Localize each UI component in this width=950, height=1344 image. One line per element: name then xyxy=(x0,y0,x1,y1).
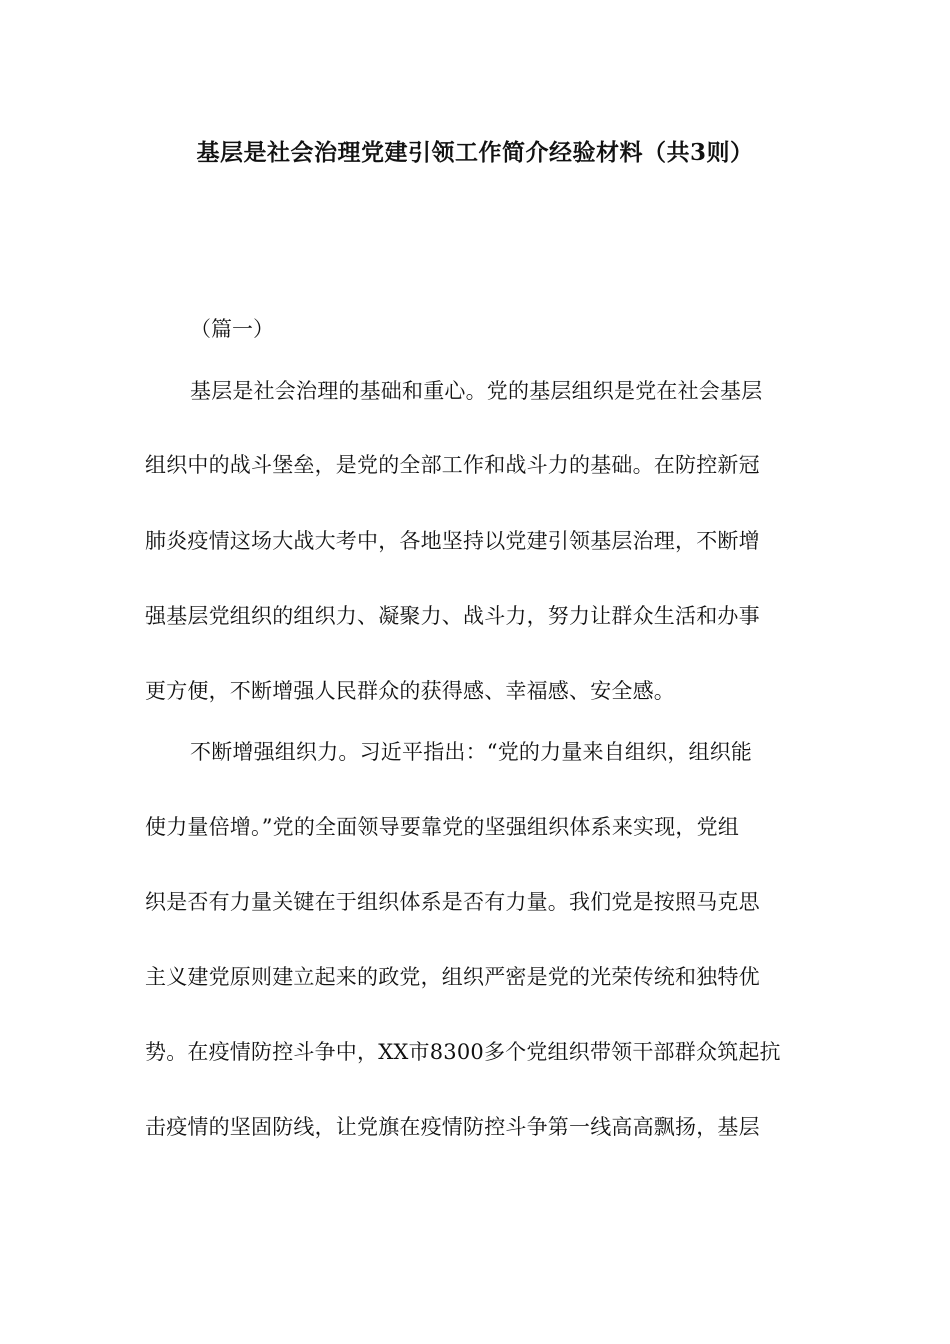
paragraph-line: 使力量倍增。”党的全面领导要靠党的坚强组织体系来实现，党组 xyxy=(145,815,740,839)
paragraph-line: 不断增强组织力。习近平指出：“党的力量来自组织，组织能 xyxy=(190,740,753,764)
paragraph-line: 织是否有力量关键在于组织体系是否有力量。我们党是按照马克思 xyxy=(145,890,760,914)
section-label: （篇一） xyxy=(190,317,274,341)
paragraph-line: 肺炎疫情这场大战大考中，各地坚持以党建引领基层治理，不断增 xyxy=(145,529,760,553)
document-title: 基层是社会治理党建引领工作简介经验材料（共3则） xyxy=(196,139,754,166)
paragraph-line: 强基层党组织的组织力、凝聚力、战斗力，努力让群众生活和办事 xyxy=(145,604,760,628)
paragraph-line: 基层是社会治理的基础和重心。党的基层组织是党在社会基层 xyxy=(190,379,763,403)
paragraph-line: 更方便，不断增强人民群众的获得感、幸福感、安全感。 xyxy=(145,679,675,703)
paragraph-line: 势。在疫情防控斗争中，XX市8300多个党组织带领干部群众筑起抗 xyxy=(145,1040,781,1064)
paragraph-line: 组织中的战斗堡垒，是党的全部工作和战斗力的基础。在防控新冠 xyxy=(145,453,760,477)
paragraph-line: 击疫情的坚固防线，让党旗在疫情防控斗争第一线高高飘扬，基层 xyxy=(145,1115,760,1139)
paragraph-line: 主义建党原则建立起来的政党，组织严密是党的光荣传统和独特优 xyxy=(145,965,760,989)
